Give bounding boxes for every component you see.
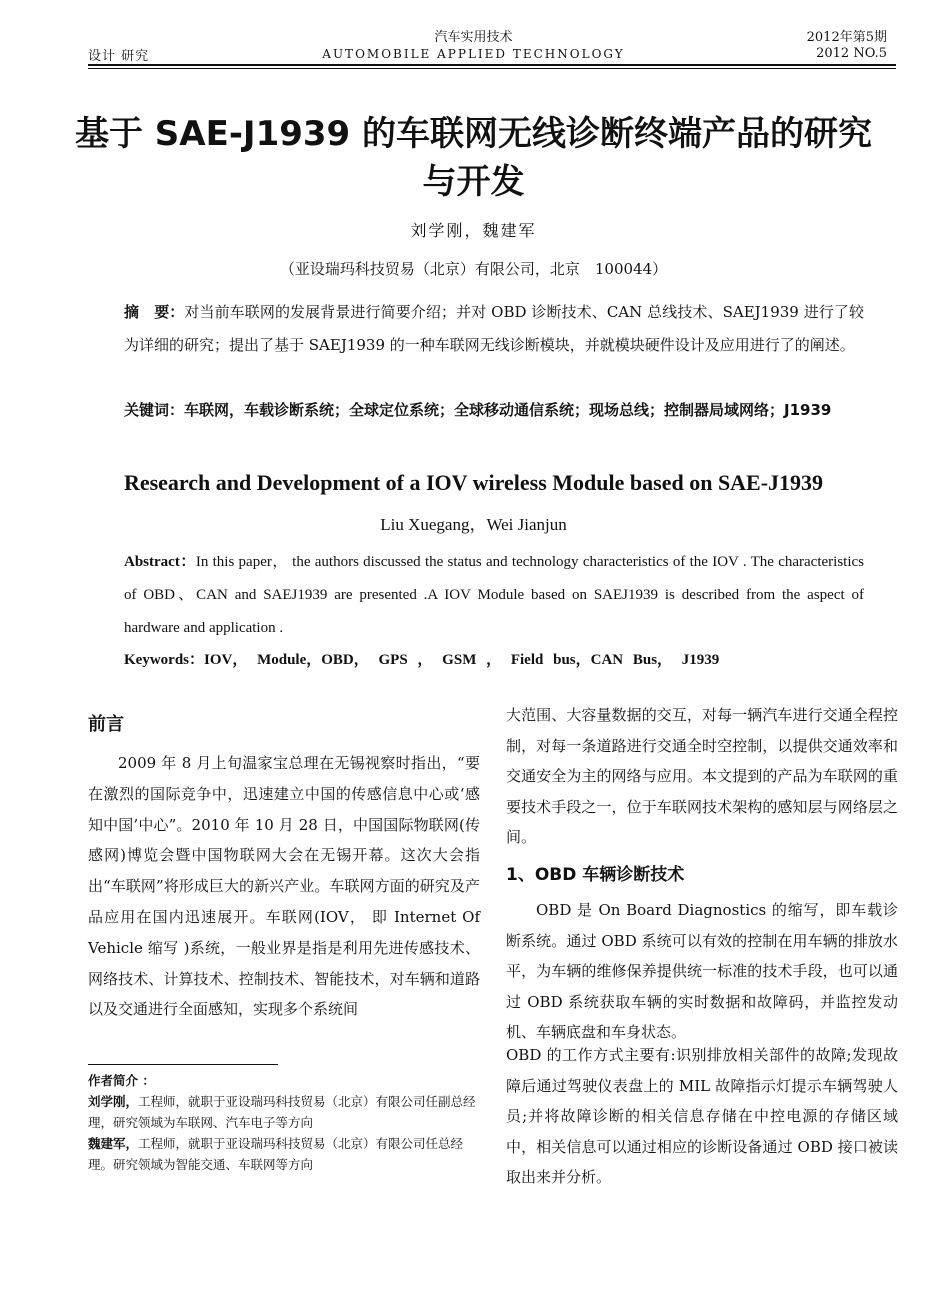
authors-cn: 刘学刚，魏建军: [410, 221, 537, 240]
footnote-author-1-name: 刘学刚，: [88, 1094, 139, 1109]
abstract-en-text: In this paper， the authors discussed the status and technology characteristics of the IOV . The characteristics of OBD、CAN and SAEJ1939 are presented .A IOV Module based on SAEJ1939 is described from the aspect of hardware and application .: [124, 554, 864, 636]
keywords-cn-text: 车联网，车载诊断系统；全球定位系统；全球移动通信系统；现场总线；控制器局域网络；J1939: [184, 401, 832, 419]
section-heading-obd: 1、OBD 车辆诊断技术: [506, 865, 685, 885]
abstract-cn-text: 对当前车联网的发展背景进行简要介绍；并对 OBD 诊断技术、CAN 总线技术、SAEJ1939 进行了较为详细的研究；提出了基于 SAEJ1939 的一种车联网无线诊断模块，并就模块硬件设计及应用进行了的阐述。: [124, 303, 864, 354]
abstract-cn-label: 摘 要：: [124, 303, 185, 321]
footnote-author-2: [88, 1133, 488, 1175]
keywords-en: [124, 648, 864, 669]
footnote-author-2-text: 工程师，就职于亚设瑞玛科技贸易（北京）有限公司任总经理。研究领域为智能交通、车联网等方向: [88, 1136, 464, 1172]
running-header-journal: [0, 30, 947, 62]
abstract-cn: [124, 296, 864, 362]
footnote-author-2-name: 魏建军，: [88, 1136, 139, 1151]
footnote-author-1-text: 工程师，就职于亚设瑞玛科技贸易（北京）有限公司任副总经理，研究领域为车联网、汽车电子等方向: [88, 1094, 476, 1130]
affiliation-cn: （亚设瑞玛科技贸易（北京）有限公司，北京 100044）: [279, 260, 668, 278]
footnote-label: 作者简介 ：: [88, 1073, 155, 1088]
abstract-en-label: Abstract：: [124, 554, 196, 570]
keywords-en-text: IOV， Module，OBD， GPS ， GSM ， Field bus，CAN Bus， J1939: [204, 652, 720, 668]
authors-en: Liu Xuegang，Wei Jianjun: [380, 515, 567, 534]
keywords-en-label: Keywords：: [124, 652, 204, 668]
preface-paragraph-continued: 大范围、大容量数据的交互，对每一辆汽车进行交通全程控制，对每一条道路进行交通全时空控制，以提供交通效率和交通安全为主的网络与应用。本文提到的产品为车联网的重要技术手段之一，位于车联网技术架构的感知层与网络层之间。: [506, 706, 898, 846]
footnote-rule: [88, 1064, 278, 1065]
header-rule: [88, 64, 896, 66]
running-header-section: 设计 研究: [88, 49, 150, 64]
obd-paragraph-1: OBD 是 On Board Diagnostics 的缩写，即车载诊断系统。通过 OBD 系统可以有效的控制在用车辆的排放水平，为车辆的维修保养提供统一标准的技术手段，也可以通过 OBD 系统获取车辆的实时数据和故障码，并监控发动机、车辆底盘和车身状态。: [506, 901, 898, 1041]
header-rule-thin: [88, 68, 896, 69]
obd-paragraph-2: OBD 的工作方式主要有:识别排放相关部件的故障;发现故障后通过驾驶仪表盘上的 MIL 故障指示灯提示车辆驾驶人员;并将故障诊断的相关信息存储在中控电源的存储区域中，相关信息可以通过相应的诊断设备通过 OBD 接口被读取出来并分析。: [506, 1046, 898, 1186]
journal-name-cn: 汽车实用技术: [434, 30, 513, 45]
journal-name-en: AUTOMOBILE APPLIED TECHNOLOGY: [322, 47, 625, 61]
keywords-cn: [124, 394, 864, 426]
section-heading-preface: 前言: [88, 714, 124, 735]
keywords-cn-label: 关键词：: [124, 401, 185, 419]
author-footnote: [88, 1070, 488, 1175]
abstract-en: [124, 546, 864, 645]
running-header-issue: [807, 30, 887, 62]
issue-cn: 2012年第5期: [806, 30, 887, 45]
paper-title-cn: 基于 SAE-J1939 的车联网无线诊断终端产品的研究与开发: [74, 114, 873, 202]
preface-paragraph: 2009 年 8 月上旬温家宝总理在无锡视察时指出，“要在激烈的国际竞争中，迅速建立中国的传感信息中心或‘感知中国’中心”。2010 年 10 月 28 日，中国国际物联网(传感网)博览会暨中国物联网大会在无锡开幕。这次大会指出“车联网”将形成巨大的新兴产业。车联网方面的研究及产品应用在国内迅速展开。车联网(IOV， 即 Internet Of Vehicle 缩写 )系统，一般业界是指是利用先进传感技术、网络技术、计算技术、控制技术、智能技术，对车辆和道路以及交通进行全面感知，实现多个系统间: [88, 754, 480, 1019]
paper-title-en: Research and Development of a IOV wireless Module based on SAE-J1939: [123, 470, 824, 495]
issue-en: 2012 NO.5: [816, 46, 887, 61]
footnote-author-1: [88, 1091, 488, 1133]
